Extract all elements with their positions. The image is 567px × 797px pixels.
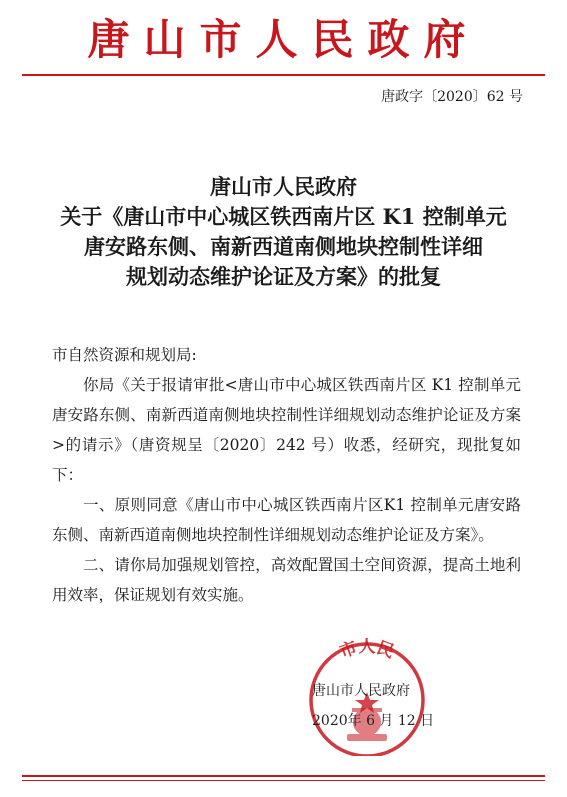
document-heading [0,172,567,292]
body-paragraph-2: 一、原则同意《唐山市中心城区铁西南片区K1 控制单元唐安路东侧、南新西道南侧地块控制性详细规划动态维护论证及方案》。 [52,496,521,544]
heading-line-2: 关于《唐山市中心城区铁西南片区 K1 控制单元 [60,204,507,229]
footer-rule-thin [22,780,545,781]
document-body [52,340,521,610]
signature-org: 唐山市人民政府 [312,683,410,699]
document-number: 唐政字〔2020〕62 号 [381,89,523,105]
heading-line-4: 规划动态维护论证及方案》的批复 [126,264,441,289]
seal-text: 市人民 [337,638,397,663]
body-paragraph-1: 你局《关于报请审批<唐山市中心城区铁西南片区 K1 控制单元唐安路东侧、南新西道南侧地块控制性详细规划动态维护论证及方案>的请示》（唐资规呈〔2020〕242 号）收悉，经研究，现批复如下： [52,376,521,484]
signature-date: 2020年 6 月 12 日 [312,713,435,729]
footer-rule [22,775,545,777]
heading-line-1: 唐山市人民政府 [210,174,357,199]
body-paragraph-3: 二、请你局加强规划管控，高效配置国土空间资源，提高土地利用效率，保证规划有效实施。 [52,556,521,604]
addressee: 市自然资源和规划局: [52,346,197,364]
svg-text:市人民 [337,638,397,663]
header-rule [22,74,545,76]
issuer-header: 唐山市人民政府 [87,15,480,64]
heading-line-3: 唐安路东侧、南新西道南侧地块控制性详细 [84,234,483,259]
